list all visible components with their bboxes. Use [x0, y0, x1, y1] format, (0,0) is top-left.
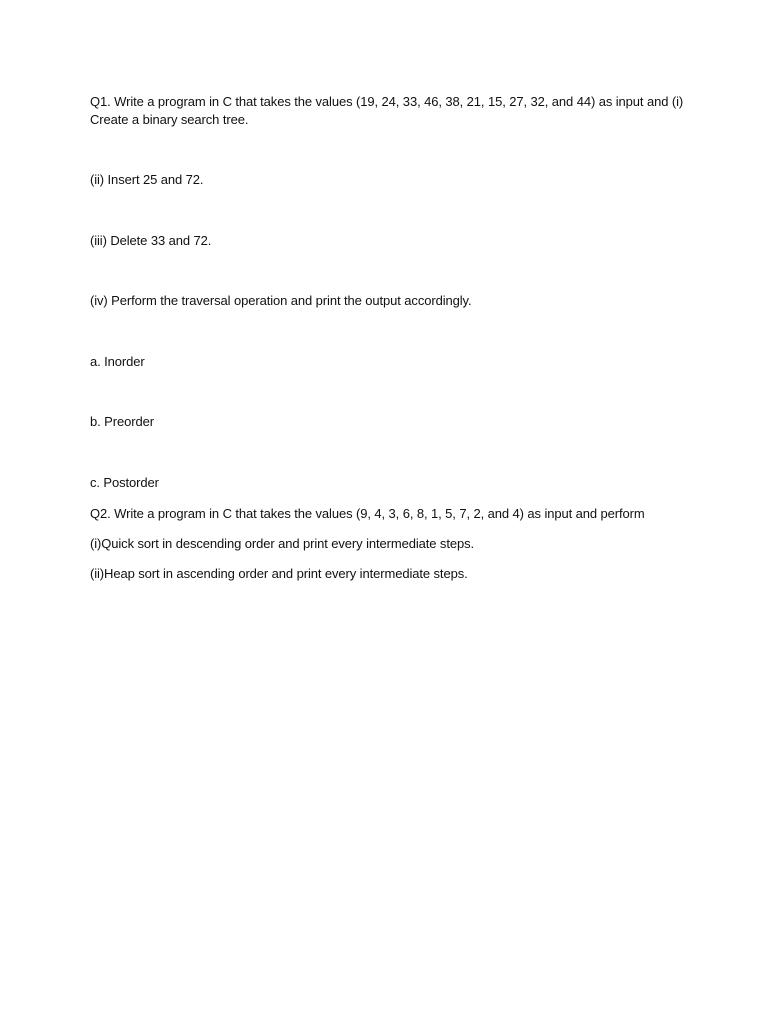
- q1-option-c: c. Postorder: [90, 475, 159, 490]
- q1-question-line-2: Create a binary search tree.: [90, 112, 249, 127]
- q2-step-ii: (ii)Heap sort in ascending order and print every intermediate steps.: [90, 566, 468, 581]
- q1-option-a: a. Inorder: [90, 354, 145, 369]
- q2-step-i: (i)Quick sort in descending order and print every intermediate steps.: [90, 536, 475, 551]
- q1-step-iii: (iii) Delete 33 and 72.: [90, 233, 212, 248]
- q1-step-ii: (ii) Insert 25 and 72.: [90, 172, 204, 187]
- q1-option-b: b. Preorder: [90, 414, 154, 429]
- q1-question-line-1: Q1. Write a program in C that takes the values (19, 24, 33, 46, 38, 21, 15, 27, 32, and 44) as input and (i): [90, 94, 684, 109]
- q2-question-line: Q2. Write a program in C that takes the values (9, 4, 3, 6, 8, 1, 5, 7, 2, and 4) as input and perform: [90, 506, 645, 521]
- q1-step-iv: (iv) Perform the traversal operation and print the output accordingly.: [90, 293, 472, 308]
